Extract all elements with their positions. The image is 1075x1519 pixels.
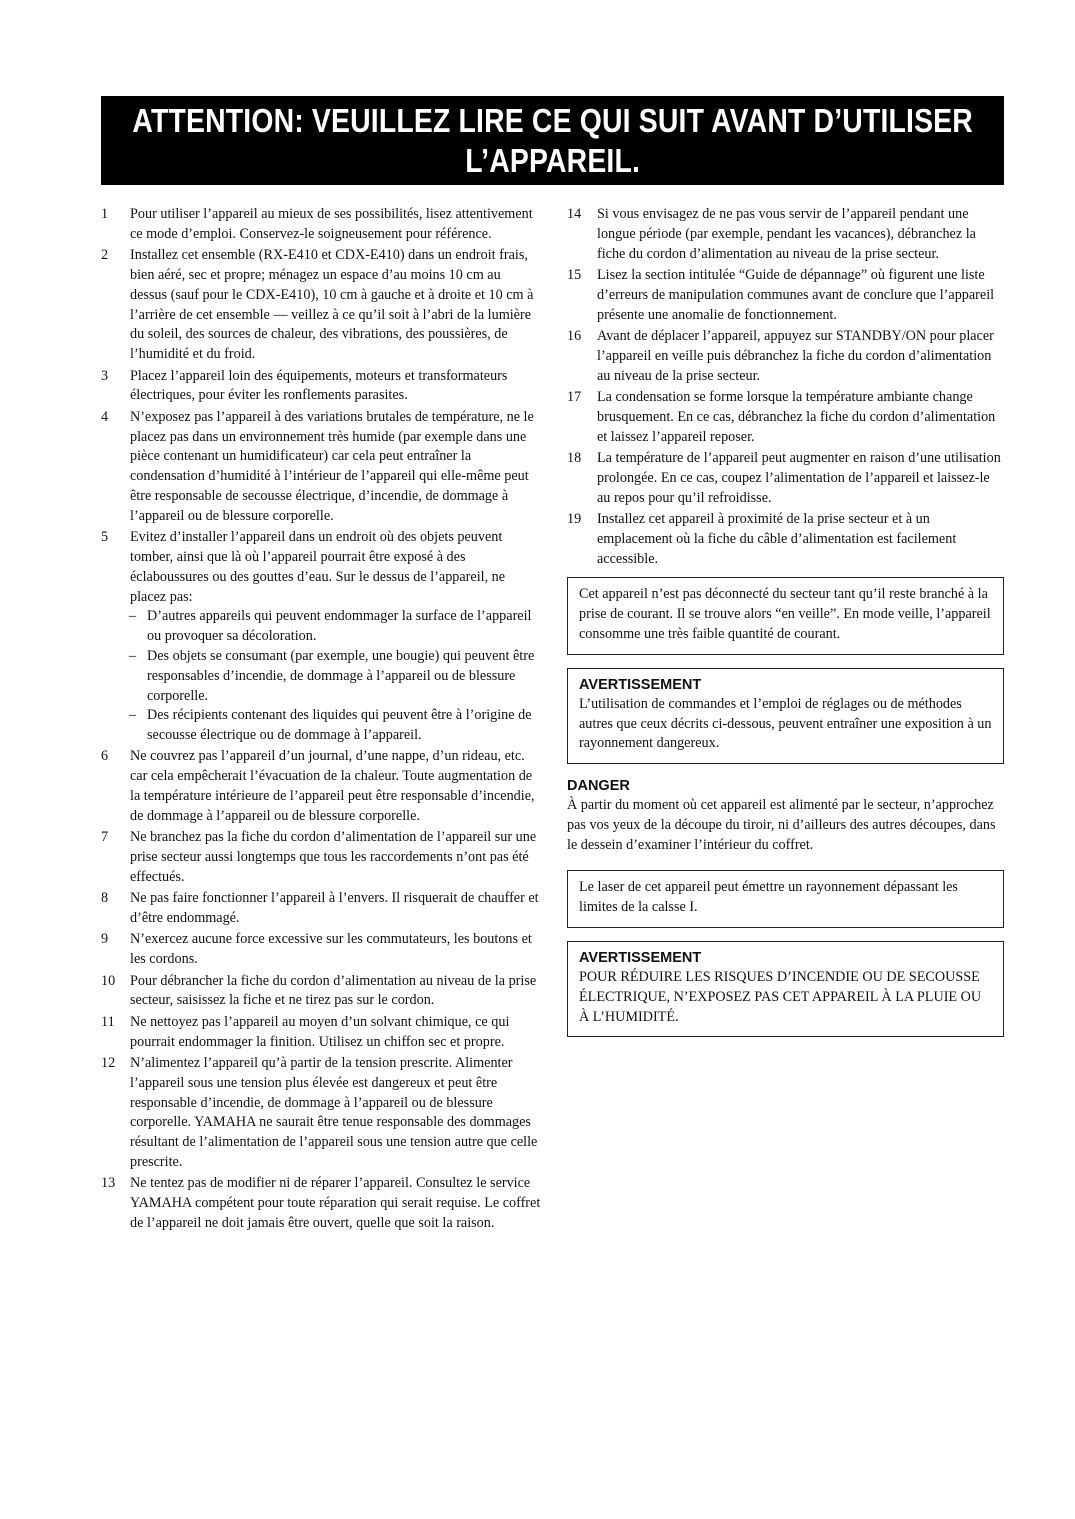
item-number: 16 bbox=[567, 327, 582, 344]
item-number: 15 bbox=[567, 266, 582, 283]
sub-item-dash: – bbox=[129, 707, 137, 724]
laser-class-text: Le laser de cet appareil peut émettre un rayonnement dépassant les limites de la calsse I. bbox=[579, 879, 958, 916]
sub-item bbox=[129, 647, 541, 706]
item-text: La condensation se forme lorsque la température ambiante change brusquement. En ce cas, débranchez la fiche du cordon d’alimentation et laissez l’appareil reposer. bbox=[597, 388, 996, 445]
list-item bbox=[567, 266, 1004, 325]
item-number: 17 bbox=[567, 388, 582, 405]
list-item bbox=[101, 972, 541, 1012]
item-number: 13 bbox=[101, 1175, 116, 1192]
list-item bbox=[567, 449, 1004, 508]
list-item bbox=[101, 1174, 541, 1233]
warning-box-fire-shock bbox=[567, 941, 1004, 1037]
item-text: Placez l’appareil loin des équipements, moteurs et transformateurs électriques, pour éviter les ronflements parasites. bbox=[130, 367, 508, 404]
sub-item-dash: – bbox=[129, 608, 137, 625]
item-number: 8 bbox=[101, 890, 109, 907]
danger-section bbox=[567, 777, 1004, 855]
item-text: Pour débrancher la fiche du cordon d’alimentation au niveau de la prise secteur, saisissez la fiche et ne tirez pas sur le cordon. bbox=[130, 972, 537, 1009]
list-item bbox=[101, 408, 541, 527]
list-item bbox=[101, 528, 541, 746]
item-text: Ne pas faire fonctionner l’appareil à l’envers. Il risquerait de chauffer et d’être endommagé. bbox=[130, 890, 539, 927]
page-title-line-2: L’APPAREIL. bbox=[465, 141, 640, 179]
list-item bbox=[101, 1013, 541, 1053]
list-item bbox=[567, 327, 1004, 386]
item-number: 7 bbox=[101, 829, 109, 846]
item-text: Pour utiliser l’appareil au mieux de ses possibilités, lisez attentivement ce mode d’emploi. Conservez-le soigneusement pour référence. bbox=[130, 206, 533, 242]
item-text: Ne couvrez pas l’appareil d’un journal, d’une nappe, d’un rideau, etc. car cela empêcherait l’évacuation de la chaleur. Toute augmentation de la température intérieure de l’appareil peut être responsable d’incendie, de dommage à l’appareil ou de blessure corporelle. bbox=[130, 748, 535, 824]
page-title-line-1: ATTENTION: VEUILLEZ LIRE CE QUI SUIT AVANT D’UTILISER bbox=[132, 101, 973, 139]
item-number: 12 bbox=[101, 1055, 116, 1071]
item-text: Si vous envisagez de ne pas vous servir de l’appareil pendant une longue période (par exemple, pendant les vacances), débranchez la fiche du cordon d’alimentation au niveau de la prise secteur. bbox=[597, 206, 976, 262]
item-number: 5 bbox=[101, 529, 109, 546]
item-number: 11 bbox=[101, 1013, 115, 1030]
warning-text: L’utilisation de commandes et l’emploi de réglages ou de méthodes autres que ceux décrits ci-dessous, peuvent entraîner une exposition à un rayonnement dangereux. bbox=[579, 695, 992, 752]
list-item bbox=[101, 1054, 541, 1173]
item-text: N’exposez pas l’appareil à des variations brutales de température, ne le placez pas dans un environnement très humide (par exemple dans une pièce contenant un humidificateur) car cela peut entraîner la condensation d’humidité à l’intérieur de l’appareil qui elle-même peut être responsable de secousse électrique, d’incendie, de dommage à l’appareil ou de blessure corporelle. bbox=[130, 408, 534, 524]
item-text: Avant de déplacer l’appareil, appuyez sur STANDBY/ON pour placer l’appareil en veille puis débranchez la fiche du cordon d’alimentation au niveau de la prise secteur. bbox=[597, 327, 994, 384]
item-number: 19 bbox=[567, 510, 582, 527]
list-item bbox=[567, 388, 1004, 447]
list-item bbox=[101, 889, 541, 929]
item-number: 2 bbox=[101, 247, 109, 264]
list-item bbox=[101, 747, 541, 826]
item-text: N’alimentez l’appareil qu’à partir de la tension prescrite. Alimenter l’appareil sous une tension plus élevée est dangereux et peut être responsable d’incendie, de dommage à l’appareil ou de blessure corporelle. YAMAHA ne saurait être tenue responsable des dommages résultant de l’alimentation de l’appareil sous une tension autre que celle prescrite. bbox=[130, 1055, 538, 1170]
page-title-banner bbox=[101, 96, 1004, 185]
sub-item-text: Des récipients contenant des liquides qui peuvent être à l’origine de secousse électrique ou de dommage à l’appareil. bbox=[147, 707, 532, 744]
standby-notice-text: Cet appareil n’est pas déconnecté du secteur tant qu’il reste branché à la prise de courant. Il se trouve alors “en veille”. En mode veille, l’appareil consomme une très faible quantité de courant. bbox=[579, 586, 991, 642]
item-number: 6 bbox=[101, 748, 109, 765]
laser-class-box bbox=[567, 870, 1004, 928]
item-number: 1 bbox=[101, 206, 109, 222]
left-column bbox=[101, 205, 541, 1235]
item-text: Lisez la section intitulée “Guide de dépannage” où figurent une liste d’erreurs de manipulation communes avant de conclure que l’appareil présente une anomalie de fonctionnement. bbox=[597, 266, 995, 323]
list-item bbox=[101, 828, 541, 887]
right-column bbox=[567, 205, 1004, 1050]
item-number: 18 bbox=[567, 449, 582, 466]
item-number: 3 bbox=[101, 367, 109, 384]
sub-item-text: Des objets se consumant (par exemple, une bougie) qui peuvent être responsables d’incendie, de dommage à l’appareil ou de blessure corporelle. bbox=[147, 647, 535, 704]
item-number: 10 bbox=[101, 972, 116, 989]
sub-item-dash: – bbox=[129, 647, 137, 664]
list-item bbox=[101, 205, 541, 245]
standby-notice-box bbox=[567, 577, 1004, 654]
list-item bbox=[101, 367, 541, 407]
item-number: 4 bbox=[101, 408, 109, 425]
warning-box-laser-controls bbox=[567, 668, 1004, 764]
sub-item-text: D’autres appareils qui peuvent endommager la surface de l’appareil ou provoquer sa décoloration. bbox=[147, 608, 532, 645]
item-text: Ne nettoyez pas l’appareil au moyen d’un solvant chimique, ce qui pourrait endommager la finition. Utilisez un chiffon sec et propre. bbox=[130, 1013, 510, 1050]
warning-heading: AVERTISSEMENT bbox=[579, 676, 702, 693]
item-text: Installez cet ensemble (RX-E410 et CDX-E410) dans un endroit frais, bien aéré, sec et propre; ménagez un espace d’au moins 10 cm au dessus (sauf pour le CDX-E410), 10 cm à gauche et à droite et 10 cm à l’arrière de cet ensemble — veillez à ce qu’il soit à l’abri de la lumière du soleil, des sources de chaleur, des vibrations, des poussières, de l’humidité et du froid. bbox=[130, 247, 534, 363]
sub-item bbox=[129, 706, 541, 746]
item-text: N’exercez aucune force excessive sur les commutateurs, les boutons et les cordons. bbox=[130, 931, 532, 968]
list-item bbox=[567, 205, 1004, 264]
item-number: 14 bbox=[567, 206, 582, 222]
list-item bbox=[101, 930, 541, 970]
item-text: Ne tentez pas de modifier ni de réparer l’appareil. Consultez le service YAMAHA compétent pour toute réparation qui serait requise. Le coffret de l’appareil ne doit jamais être ouvert, quelle que soit la raison. bbox=[130, 1175, 541, 1231]
item-text: Evitez d’installer l’appareil dans un endroit où des objets peuvent tomber, ainsi que là où l’appareil pourrait être exposé à des éclaboussures ou des gouttes d’eau. Sur le dessus de l’appareil, ne placez pas: bbox=[130, 529, 506, 605]
list-item bbox=[567, 510, 1004, 569]
item-text: La température de l’appareil peut augmenter en raison d’une utilisation prolongée. En ce cas, coupez l’alimentation de l’appareil et laissez-le au repos pour qu’il refroidisse. bbox=[597, 449, 1001, 506]
item-text: Installez cet appareil à proximité de la prise secteur et à un emplacement où la fiche du câble d’alimentation est facilement accessible. bbox=[597, 510, 957, 567]
item-text: Ne branchez pas la fiche du cordon d’alimentation de l’appareil sur une prise secteur aussi longtemps que tous les raccordements n’ont pas été effectués. bbox=[130, 829, 537, 885]
sub-item bbox=[129, 607, 541, 647]
item-number: 9 bbox=[101, 931, 109, 948]
warning-text: POUR RÉDUIRE LES RISQUES D’INCENDIE OU DE SECOUSSE ÉLECTRIQUE, N’EXPOSEZ PAS CET APPAREIL À LA PLUIE OU À L’HUMIDITÉ. bbox=[579, 969, 982, 1025]
warning-heading: AVERTISSEMENT bbox=[579, 950, 702, 967]
danger-text: À partir du moment où cet appareil est alimenté par le secteur, n’approchez pas vos yeux de la découpe du tiroir, ni d’ailleurs des autres découpes, dans le dessein d’examiner l’intérieur du coffret. bbox=[567, 797, 996, 853]
list-item bbox=[101, 246, 541, 365]
danger-heading: DANGER bbox=[567, 778, 630, 795]
